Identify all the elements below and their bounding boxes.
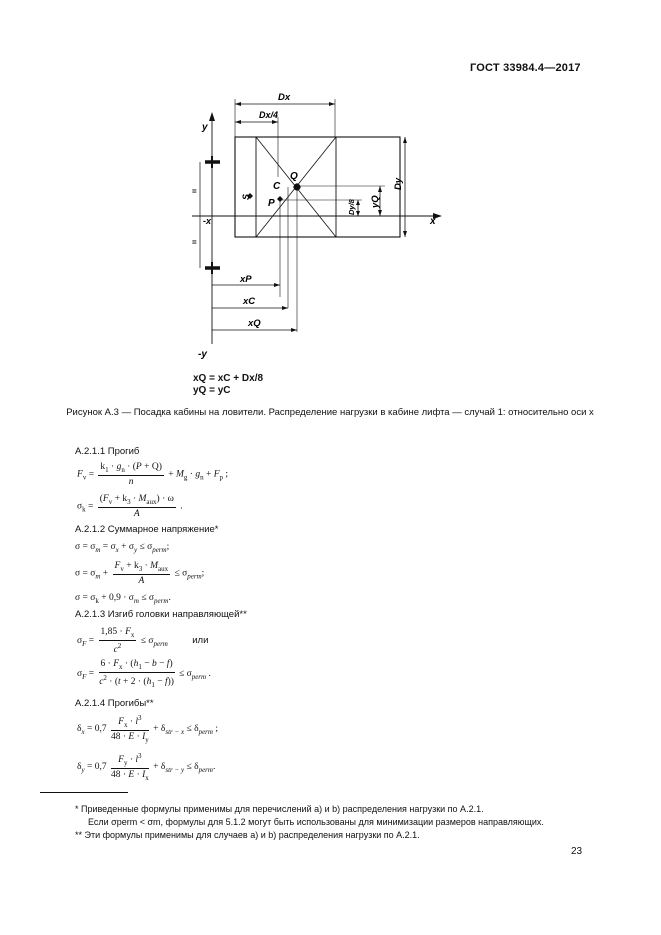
y-axis-arrow	[209, 112, 215, 121]
svg-text:=: =	[192, 187, 197, 196]
formula-sigma-f-1: $\sigma_F$ = $\frac{1,85 \cdot F_x}{c^2}$ ≤ $\sigma_{perm}$ или	[77, 627, 209, 656]
legend-line-2: yQ = yC	[193, 385, 231, 396]
formula-sigma-3: $\sigma = \sigma_k + 0,9 \cdot \sigma_m \le \sigma_{perm}$.	[75, 593, 171, 605]
dy-label: Dy	[393, 177, 404, 190]
formula-delta-y: $\delta_y = 0,7$ $\frac{F_y \cdot l^3}{48 \cdot E \cdot I_x}$ + $\delta_{str - y} \le \delta_{perm}$.	[77, 752, 216, 782]
dx-quarter-label: Dx/4	[259, 110, 279, 120]
legend-line-1: xQ = xC + Dx/8	[193, 373, 264, 384]
section-a2-1-2: А.2.1.2 Суммарное напряжение*	[75, 524, 219, 535]
cabin-load-diagram	[180, 82, 450, 372]
dx-label: Dx	[278, 92, 291, 103]
figure-legend	[193, 373, 263, 397]
page-number: 23	[571, 846, 583, 857]
cabin-outline	[235, 137, 400, 237]
footnote-1-cont: Если σperm < σm, формулы для 5.1.2 могут быть использованы для минимизации размеров направляющих.	[88, 817, 544, 827]
x-axis-label: x	[430, 216, 436, 227]
point-p-label: P	[268, 198, 275, 209]
xc-label: xC	[243, 296, 256, 307]
formula-sigma-1: $\sigma = \sigma_m = \sigma_x + \sigma_y \le \sigma_{perm}$;	[75, 542, 170, 554]
document-code: ГОСТ 33984.4—2017	[470, 62, 581, 74]
section-a2-1-3: А.2.1.3 Изгиб головки направляющей**	[75, 609, 247, 620]
xq-label: xQ	[248, 318, 261, 329]
svg-text:=: =	[192, 238, 197, 247]
dy-quarter-label: Dy/8	[347, 199, 356, 215]
footnote-1: * Приведенные формулы применимы для перечислений a) и b) распределения нагрузки по А.2.1.	[75, 804, 484, 814]
formula-fv: $F_v$ = $\frac{k_1 \cdot g_n \cdot (P + Q)}{n}$ + $M_g \cdot g_n + F_p$ ;	[77, 462, 229, 487]
neg-x-axis-label: -x	[203, 216, 212, 226]
section-a2-1-1: А.2.1.1 Прогиб	[75, 446, 140, 457]
point-q-label: Q	[290, 171, 298, 182]
yq-label: yQ	[370, 195, 381, 208]
neg-y-axis-label: -y	[198, 349, 207, 360]
or-word: или	[192, 635, 209, 647]
formula-sigma-f-2: $\sigma_F$ = $\frac{6 \cdot F_x \cdot (h_1 - b - f)}{c^2 \cdot (t + 2 \cdot (h_1 - f))}$ ≤ $\sigma_{perm}$ .	[77, 659, 211, 689]
point-c-label: C	[273, 181, 281, 192]
section-a2-1-4: А.2.1.4 Прогибы**	[75, 698, 154, 709]
formula-sigma-2: $\sigma = \sigma_m$ + $\frac{F_v + k_3 \cdot M_{aux}}{A}$ ≤ $\sigma_{perm}$;	[75, 561, 205, 586]
y-axis-label: y	[202, 122, 208, 133]
footnote-2: ** Эти формулы применимы для случаев a) и b) распределения нагрузки по А.2.1.	[75, 830, 420, 840]
xp-label: xP	[240, 274, 252, 285]
formula-delta-x: $\delta_x = 0,7$ $\frac{F_x \cdot l^3}{48 \cdot E \cdot I_y}$ + $\delta_{str - x} \le \delta_{perm}$ ;	[77, 714, 218, 744]
figure-caption: Рисунок А.3 — Посадка кабины на ловители. Распределение нагрузки в кабине лифта — случай 1: относительно оси x	[66, 407, 594, 418]
footnote-rule	[40, 792, 128, 793]
formula-sigma-k: $\sigma_k$ = $\frac{(F_v + k_3 \cdot M_{aux}) \cdot \omega}{A}$ .	[77, 494, 183, 519]
point-s-label: S	[241, 193, 251, 200]
